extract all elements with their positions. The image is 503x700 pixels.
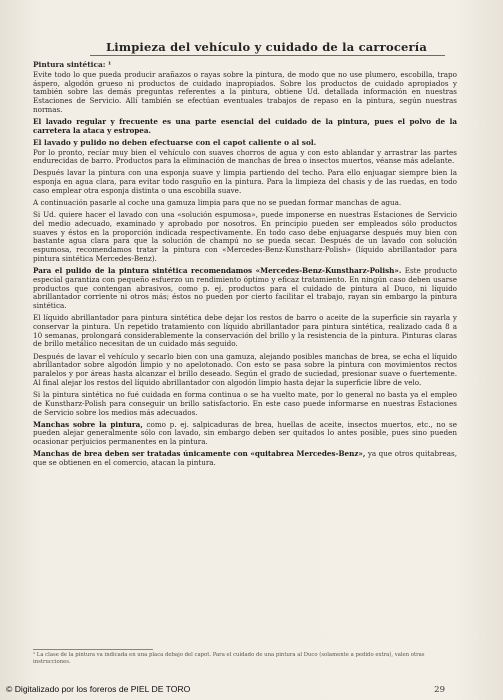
paragraph: Para el pulido de la pintura sintética recomendamos «Mercedes-Benz-Kunstharz-Polish». Este producto especial garantiza con pequeño esfuerzo un rendimiento óptimo y eficaz tratamiento. En ningún caso deben usarse productos que contengan abrasivos, como p. ej. productos para el cuidado de pintura al Duco, ni líquido abrillantador corriente ni otros más; éstos no pueden por cierto facilitar el trabajo, rayan sin embargo la pintura sintética. (33, 266, 457, 311)
paragraph: Por lo pronto, recíar muy bien el vehículo con suaves chorros de agua y con esto ablandar y arrastrar las partes endurecidas de barro. Productos para la eliminación de manchas de brea o insectos muertos, véanse más adelante. (33, 147, 457, 166)
page-title: Limpieza del vehículo y cuidado de la carrocería (105, 40, 428, 54)
paragraph: Evite todo lo que pueda producir arañazos o rayas sobre la pintura, de modo que no use plumero, escobilla, trapo áspero, algodón grueso ni productos de cuidado inapropiados. Sobre los productos de cuidado apropiados y también sobre las demás preguntas referentes a la pintura, obtiene Ud. detallada información en nuestras Estaciones de Servicio. Allí también se efectúan eventuales trabajos de repaso en la pintura, según nuestras normas. (33, 69, 457, 114)
digitization-credit: © Digitalizado por los foreros de PIEL DE TORO (6, 684, 191, 694)
paragraph: Si Ud. quiere hacer el lavado con una «solución espumosa», puede imponerse en nuestras Estaciones de Servicio del medio adecuado, examinado y aprobado por nosotros. En principio pueden ser empleados sólo productos suaves y éstos en la proporción indicada respectivamente. En todo caso debe enjuagarse después muy bien con bastante agua clara para que la solución de champú no se pueda secar. Después de un lavado con solución espumosa, recomendamos tratar la pintura con «Mercedes-Benz-Kunstharz-Polish» (líquido abrillantador para pintura sintética Mercedes-Benz). (33, 210, 457, 263)
footnote-divider (33, 649, 153, 650)
section-heading: Pintura sintética: ¹ (33, 60, 112, 69)
body-text (33, 61, 457, 471)
paragraph: Después de lavar el vehículo y secarlo bien con una gamuza, alejando posibles manchas de brea, se echa el líquido abrillantador sobre algodón limpio y no apelotonado. Con esto se pasa sobre la pintura con movimientos rectos paralelos y por áreas hasta alcanzar el brillo deseado. Según el grado de suciedad, presionar suave o fuertemente. Al final alejar los restos del líquido abrillantador con algodón limpio hasta dejar la superficie libre de velo. (33, 351, 457, 387)
section-heading: El lavado y pulido no deben efectuarse con el capot caliente o al sol. (33, 137, 317, 147)
paragraph: El líquido abrillantador para pintura sintética debe dejar los restos de barro o aceite de la superficie sin rayarla y conservar la pintura. Un repetido tratamiento con líquido abrillantador para pintura sintética, realizado cada 8 a 10 semanas, prolongará considerablemente la conservación del brillo y la resistencia de la pintura. Pinturas claras de brillo metálico necesitan de un cuidado más seguido. (33, 313, 457, 349)
paragraph: Después lavar la pintura con una esponja suave y limpia partiendo del techo. Para ello enjuagar siempre bien la esponja en agua clara, para evitar todo rasguño en la pintura. Para la limpieza del chasis y de las ruedas, en todo caso emplear otra esponja distinta o una escobilla suave. (33, 168, 457, 195)
title-underline (90, 55, 445, 56)
page-number: 29 (434, 685, 445, 695)
paragraph: Si la pintura sintética no fué cuidada en forma continua o se ha vuelto mate, por lo general no basta ya el empleo de Kunstharz-Polish para conseguir un brillo satisfactorio. En este caso puede informarse en nuestras Estaciones de Servicio sobre los medios más adecuados. (33, 390, 457, 417)
paragraph-bold: El lavado regular y frecuente es una parte esencial del cuidado de la pintura, pues el polvo de la carretera la ataca y estropea. (33, 116, 457, 135)
footnote: ¹ La clase de la pintura va indicada en una placa debajo del capot. Para el cuidado de una pintura al Duco (solamente a pedido extra), valen otras instrucciones. (33, 652, 425, 665)
paragraph: A continuación pasarle al coche una gamuza limpia para que no se puedan formar manchas de agua. (33, 198, 402, 208)
paragraph: Manchas de brea deben ser tratadas únicamente con «quitabrea Mercedes-Benz», ya que otros quitabreas, que se obtienen en el comercio, atacan la pintura. (33, 449, 457, 468)
paragraph: Manchas sobre la pintura, como p. ej. salpicaduras de brea, huellas de aceite, insectos muertos, etc., no se pueden alejar generalmente sólo con lavado, sin embargo deben ser quitados lo antes posible, pues sino pueden ocasionar perjuicios permanentes en la pintura. (33, 419, 457, 447)
